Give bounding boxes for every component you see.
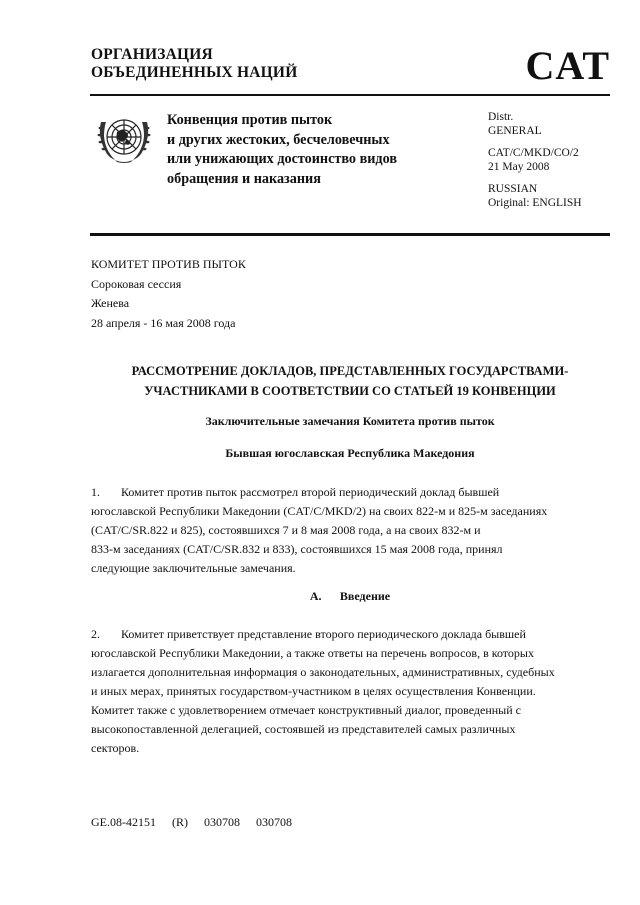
document-series-symbol: CAT: [525, 43, 610, 88]
main-title: [90, 361, 610, 401]
organization-name: [91, 46, 297, 82]
section-title: Введение: [339, 589, 391, 603]
main-title-line-2: УЧАСТНИКАМИ В СООТВЕТСТВИИ СО СТАТЬЕЙ 19 КОНВЕНЦИИ: [144, 384, 556, 398]
session-info: [91, 255, 246, 333]
footer-job-number: [91, 815, 308, 830]
session-name: Сороковая сессия: [91, 276, 182, 291]
section-label: A.: [309, 589, 322, 603]
convention-title: [167, 111, 397, 189]
paragraph-line: секторов.: [91, 741, 140, 755]
paragraph-line: Комитет приветствует представление второго периодического доклада бывшей: [121, 627, 526, 641]
paragraph-line: следующие заключительные замечания.: [91, 561, 296, 575]
paragraph-line: югославской Республики Македонии, а также ответы на перечень вопросов, в которых: [91, 646, 534, 660]
section-a-heading: [90, 589, 610, 604]
paragraph-line: Комитет против пыток рассмотрел второй периодический доклад бывшей: [121, 485, 500, 499]
distr-value: GENERAL: [488, 124, 542, 137]
paragraph-line: 833-м заседаниях (CAT/C/SR.832 и 833), состоявшихся 15 мая 2008 года, принял: [91, 542, 503, 556]
document-symbol: CAT/C/MKD/CO/2: [488, 147, 579, 159]
session-place: Женева: [91, 296, 130, 310]
header-divider: [90, 233, 610, 236]
footer-lang-code: (R): [172, 815, 188, 829]
un-emblem-icon: [93, 108, 155, 170]
top-divider: [90, 94, 610, 96]
original-language: Original: ENGLISH: [488, 196, 582, 209]
convention-line: Конвенция против пыток: [167, 112, 333, 128]
subtitle: Заключительные замечания Комитета против пыток: [205, 414, 495, 428]
paragraph-line: (CAT/C/SR.822 и 825), состоявшихся 7 и 8 мая 2008 года, а на своих 832-м и: [91, 523, 481, 537]
paragraph-line: излагается дополнительная информация о законодательных, административных, судебных: [91, 665, 555, 679]
session-dates: 28 апреля - 16 мая 2008 года: [91, 315, 236, 330]
paragraph-line: и иных мерах, принятых государством-участником в целях осуществления Конвенции.: [91, 684, 536, 698]
convention-line: или унижающих достоинство видов: [167, 151, 397, 167]
footer-doc-number: GE.08-42151: [91, 815, 156, 829]
paragraph-number: 2.: [91, 627, 100, 641]
document-date: 21 May 2008: [488, 160, 550, 173]
paragraph-2: [91, 625, 601, 758]
distribution-block: [488, 111, 582, 210]
org-line-1: ОРГАНИЗАЦИЯ: [91, 46, 213, 63]
main-title-line-1: РАССМОТРЕНИЕ ДОКЛАДОВ, ПРЕДСТАВЛЕННЫХ ГОСУДАРСТВАМИ-: [131, 364, 569, 378]
document-language: RUSSIAN: [488, 183, 538, 195]
footer-date-1: 030708: [204, 815, 240, 829]
paragraph-line: высокопоставленной делегацией, состоявшей из представителей самых различных: [91, 722, 516, 736]
paragraph-line: югославской Республики Македонии (CAT/C/MKD/2) на своих 822-м и 825-м заседаниях: [91, 504, 548, 518]
distr-label: Distr.: [488, 111, 514, 123]
convention-line: обращения и наказания: [167, 170, 321, 187]
paragraph-line: Комитет также с удовлетворением отмечает конструктивный диалог, проведенный с: [91, 703, 521, 717]
org-line-2: ОБЪЕДИНЕННЫХ НАЦИЙ: [91, 64, 298, 81]
paragraph-number: 1.: [91, 485, 100, 499]
committee-name: КОМИТЕТ ПРОТИВ ПЫТОК: [91, 257, 246, 271]
paragraph-1: [91, 483, 601, 578]
country-heading: Бывшая югославская Республика Македония: [225, 446, 475, 460]
convention-line: и других жестоких, бесчеловечных: [167, 131, 390, 148]
footer-date-2: 030708: [256, 815, 292, 829]
